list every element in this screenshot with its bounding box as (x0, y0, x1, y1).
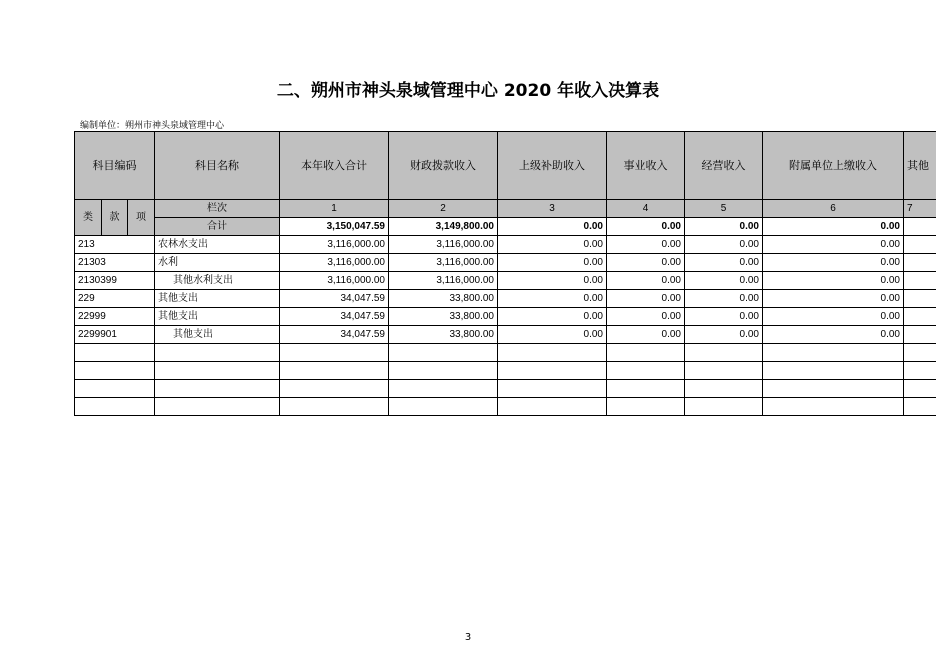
row-value: 3,116,000.00 (280, 272, 389, 290)
row-value (904, 308, 936, 326)
total-cell: 0.00 (763, 218, 904, 236)
total-cell: 3,150,047.59 (280, 218, 389, 236)
row-value: 0.00 (763, 272, 904, 290)
row-value (904, 326, 936, 344)
row-value: 0.00 (685, 272, 763, 290)
row-value: 0.00 (607, 254, 685, 272)
income-table (74, 131, 936, 416)
row-value (904, 290, 936, 308)
total-row (75, 218, 936, 236)
header-other: 其他 (904, 132, 936, 200)
row-value: 0.00 (763, 308, 904, 326)
row-value: 0.00 (685, 254, 763, 272)
row-value: 33,800.00 (389, 326, 498, 344)
total-cell: 0.00 (498, 218, 607, 236)
subhead-lanci: 栏次 (155, 200, 280, 218)
row-value: 33,800.00 (389, 308, 498, 326)
header-row (75, 132, 936, 200)
row-value: 0.00 (607, 308, 685, 326)
row-value: 0.00 (498, 290, 607, 308)
subhead-heji: 合计 (155, 218, 280, 236)
row-value: 0.00 (498, 236, 607, 254)
row-value (904, 236, 936, 254)
col-number: 4 (607, 200, 685, 218)
table-row (75, 254, 936, 272)
row-value: 0.00 (685, 308, 763, 326)
row-name: 其他支出 (155, 308, 280, 326)
table-row (75, 272, 936, 290)
header-total: 本年收入合计 (280, 132, 389, 200)
row-value: 34,047.59 (280, 308, 389, 326)
row-value: 3,116,000.00 (280, 236, 389, 254)
empty-row (75, 344, 936, 362)
compiling-unit: 编制单位：朔州市神头泉域管理中心 (80, 121, 225, 131)
row-value: 0.00 (498, 272, 607, 290)
row-value: 3,116,000.00 (389, 236, 498, 254)
subhead-xiang: 项 (128, 200, 155, 236)
row-code: 213 (75, 236, 155, 254)
row-name: 水利 (155, 254, 280, 272)
column-number-row (75, 200, 936, 218)
row-value: 0.00 (498, 254, 607, 272)
row-value: 0.00 (607, 236, 685, 254)
row-value: 34,047.59 (280, 290, 389, 308)
total-cell: 0.00 (607, 218, 685, 236)
row-value: 0.00 (763, 290, 904, 308)
row-value (904, 254, 936, 272)
header-name: 科目名称 (155, 132, 280, 200)
row-value: 3,116,000.00 (280, 254, 389, 272)
empty-row (75, 362, 936, 380)
row-value: 0.00 (763, 326, 904, 344)
col-number: 2 (389, 200, 498, 218)
row-value: 0.00 (607, 290, 685, 308)
row-value: 0.00 (607, 272, 685, 290)
col-number: 1 (280, 200, 389, 218)
subhead-kuan: 款 (102, 200, 128, 236)
total-cell (904, 218, 936, 236)
col-number: 3 (498, 200, 607, 218)
row-name: 农林水支出 (155, 236, 280, 254)
empty-row (75, 398, 936, 416)
row-name: 其他支出 (155, 290, 280, 308)
row-value: 3,116,000.00 (389, 254, 498, 272)
header-fiscal: 财政拨款收入 (389, 132, 498, 200)
page-number: 3 (464, 632, 472, 643)
header-superior: 上级补助收入 (498, 132, 607, 200)
row-value: 3,116,000.00 (389, 272, 498, 290)
empty-row (75, 380, 936, 398)
header-operating: 经营收入 (685, 132, 763, 200)
table-row (75, 308, 936, 326)
header-code: 科目编码 (75, 132, 155, 200)
table-row (75, 290, 936, 308)
table-row (75, 326, 936, 344)
income-table-container (74, 131, 936, 421)
row-value: 0.00 (763, 254, 904, 272)
col-number: 5 (685, 200, 763, 218)
row-value: 34,047.59 (280, 326, 389, 344)
row-code: 21303 (75, 254, 155, 272)
page-title: 二、朔州市神头泉域管理中心 2020 年收入决算表 (276, 81, 660, 101)
row-value: 33,800.00 (389, 290, 498, 308)
row-code: 2130399 (75, 272, 155, 290)
row-value (904, 272, 936, 290)
row-value: 0.00 (498, 326, 607, 344)
col-number: 6 (763, 200, 904, 218)
row-value: 0.00 (685, 290, 763, 308)
row-value: 0.00 (685, 326, 763, 344)
row-name: 其他水利支出 (155, 272, 280, 290)
col-number: 7 (904, 200, 936, 218)
total-cell: 3,149,800.00 (389, 218, 498, 236)
row-value: 0.00 (498, 308, 607, 326)
subhead-lei: 类 (75, 200, 102, 236)
header-business: 事业收入 (607, 132, 685, 200)
row-value: 0.00 (607, 326, 685, 344)
row-code: 229 (75, 290, 155, 308)
row-value: 0.00 (763, 236, 904, 254)
row-name: 其他支出 (155, 326, 280, 344)
header-subsidiary: 附属单位上缴收入 (763, 132, 904, 200)
total-cell: 0.00 (685, 218, 763, 236)
row-code: 2299901 (75, 326, 155, 344)
row-code: 22999 (75, 308, 155, 326)
row-value: 0.00 (685, 236, 763, 254)
table-row (75, 236, 936, 254)
